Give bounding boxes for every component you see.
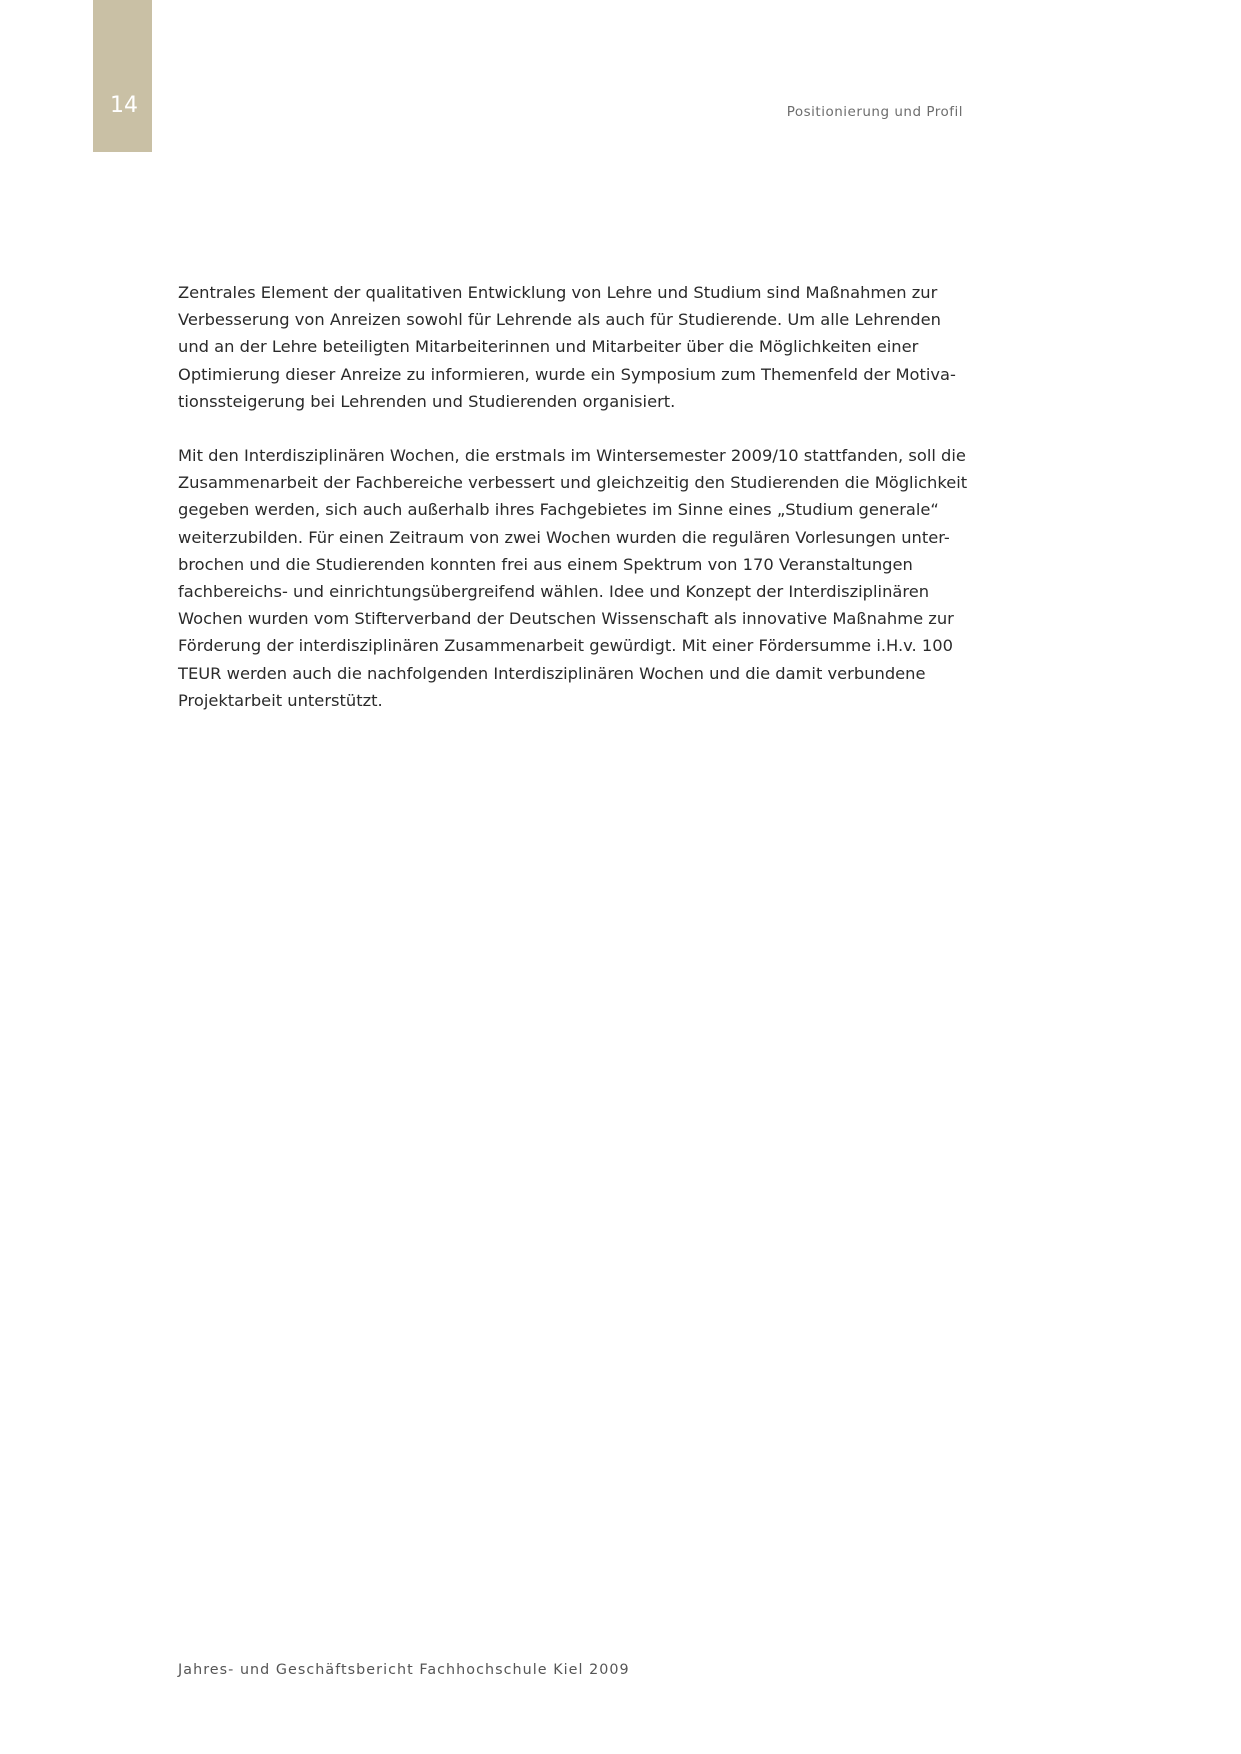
body-text <box>178 279 968 741</box>
text-line: TEUR werden auch die nachfolgenden Interdisziplinären Wochen und die damit verbundene <box>178 663 926 683</box>
text-line: fachbereichs- und einrichtungsübergreifend wählen. Idee und Konzept der Interdisziplinären <box>178 582 930 602</box>
running-header: Positionierung und Profil <box>786 104 963 120</box>
text-line: Projektarbeit unterstützt. <box>178 690 383 710</box>
text-line: Wochen wurden vom Stifterverband der Deutschen Wissenschaft als innovative Maßnahme zur <box>178 609 954 629</box>
text-line: weiterzubilden. Für einen Zeitraum von zwei Wochen wurden die regulären Vorlesungen unter- <box>178 527 950 547</box>
text-line: Zusammenarbeit der Fachbereiche verbessert und gleichzeitig den Studierenden die Möglichkeit <box>178 473 968 493</box>
text-line: tionssteigerung bei Lehrenden und Studierenden organisiert. <box>178 391 676 411</box>
paragraph <box>178 442 968 714</box>
text-line: brochen und die Studierenden konnten frei aus einem Spektrum von 170 Veranstaltungen <box>178 554 913 574</box>
page-number: 14 <box>110 93 138 118</box>
text-line: Förderung der interdisziplinären Zusammenarbeit gewürdigt. Mit einer Fördersumme i.H.v. 100 <box>178 636 953 656</box>
text-line: Mit den Interdisziplinären Wochen, die erstmals im Wintersemester 2009/10 stattfanden, soll die <box>178 446 966 466</box>
page-footer: Jahres- und Geschäftsbericht Fachhochschule Kiel 2009 <box>178 1662 630 1678</box>
page-number-tab <box>93 0 152 152</box>
text-line: und an der Lehre beteiligten Mitarbeiterinnen und Mitarbeiter über die Möglichkeiten einer <box>178 337 919 357</box>
text-line: Verbesserung von Anreizen sowohl für Lehrende als auch für Studierende. Um alle Lehrenden <box>178 310 941 330</box>
paragraph <box>178 279 968 415</box>
text-line: Optimierung dieser Anreize zu informieren, wurde ein Symposium zum Themenfeld der Motiva- <box>178 364 956 384</box>
text-line: gegeben werden, sich auch außerhalb ihres Fachgebietes im Sinne eines „Studium generale“ <box>178 500 939 520</box>
text-line: Zentrales Element der qualitativen Entwicklung von Lehre und Studium sind Maßnahmen zur <box>178 283 938 302</box>
